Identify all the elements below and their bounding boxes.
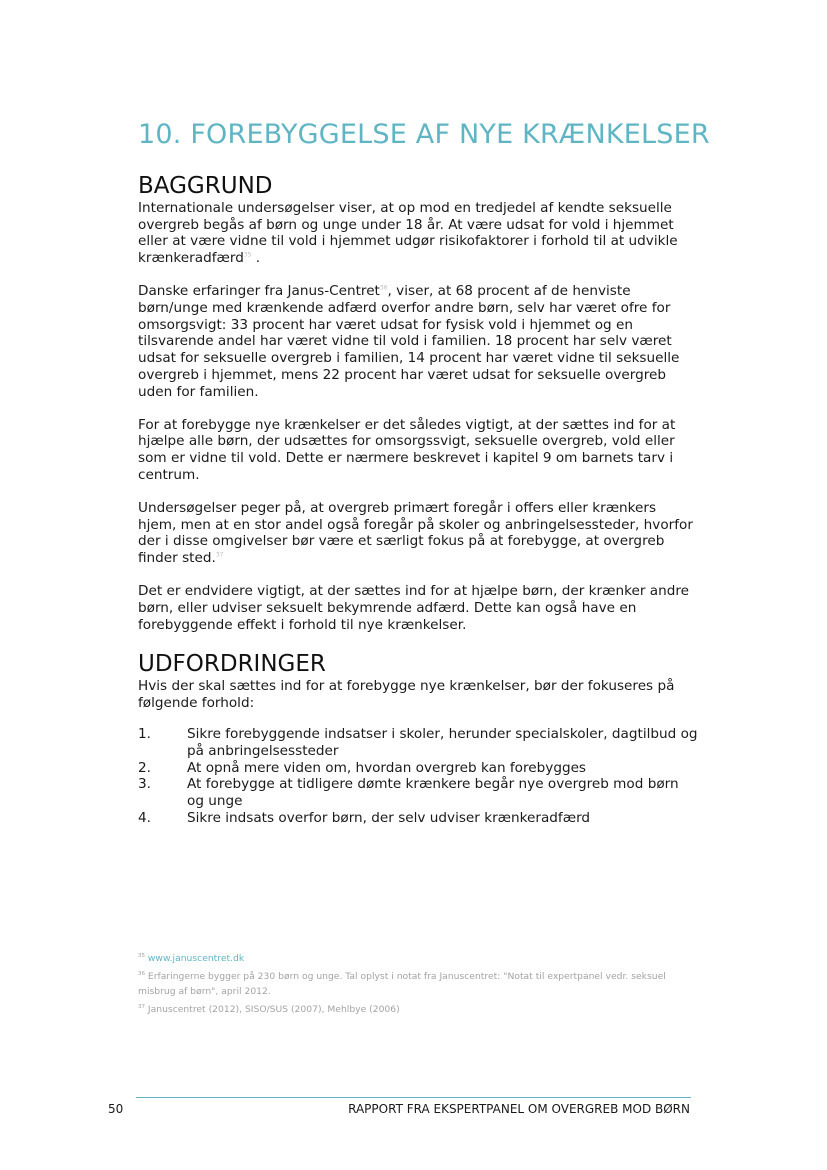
list-item-number: 4. xyxy=(138,809,151,826)
footnote-36 xyxy=(138,969,698,999)
footer-divider xyxy=(136,1097,691,1098)
paragraph-offenders-help: Det er endvidere vigtigt, at der sættes ind for at hjælpe børn, der krænker andre børn, eller udviser seksuelt bekymrende adfærd. Dette kan også have en forebyggende effekt i forhold til nye krænkelser. xyxy=(138,583,689,633)
page-number: 50 xyxy=(108,1102,124,1116)
footnote-ref-36[interactable]: 36 xyxy=(379,284,388,292)
list-item xyxy=(138,726,698,759)
list-item-text: At forebygge at tidligere dømte krænkere begår nye overgreb mod børn og unge xyxy=(187,776,679,810)
section-heading-baggrund: BAGGRUND xyxy=(138,173,273,199)
footnote-number: 36 xyxy=(138,970,145,977)
paragraph-text: Undersøgelser peger på, at overgreb primært foregår i offers eller krænkers hjem, men at en stor andel også foregår på skoler og anbringelsessteder, hvorfor der i disse omgivelser bør være et særligt fokus på at forebygge, at overgreb finder sted. xyxy=(138,500,693,567)
footnote-number: 35 xyxy=(138,952,145,959)
paragraph-danish-experience xyxy=(138,283,698,400)
section-heading-udfordringer: UDFORDRINGER xyxy=(138,650,326,677)
paragraph-text-start: Danske erfaringer fra Janus-Centret xyxy=(138,283,380,300)
footnotes xyxy=(138,951,698,1020)
running-footer-title: RAPPORT FRA EKSPERTPANEL OM OVERGREB MOD BØRN xyxy=(348,1102,690,1116)
chapter-title: 10. FOREBYGGELSE AF NYE KRÆNKELSER xyxy=(138,119,710,150)
main-content xyxy=(138,172,698,827)
footnote-text: Januscentret (2012), SISO/SUS (2007), Mehlbye (2006) xyxy=(145,1004,400,1015)
footnote-ref-37[interactable]: 37 xyxy=(215,551,224,559)
paragraph-text-rest: , viser, at 68 procent af de henviste børn/unge med krænkende adfærd overfor andre børn, selv har været ofre for omsorgsvigt: 33 procent har været udsat for fysisk vold i hjemmet og en tilsvarende andel har været vidne til vold i familien. 18 procent har selv været udsat for seksuelle overgreb i familien, 14 procent har været vidne til seksuelle overgreb i hjemmet, mens 22 procent har været udsat for seksuelle overgreb uden for familien. xyxy=(138,283,680,400)
challenges-list xyxy=(138,726,698,826)
footnote-37 xyxy=(138,1002,698,1017)
paragraph-prevention: For at forebygge nye krænkelser er det således vigtigt, at der sættes ind for at hjælpe alle børn, der udsættes for omsorgssvigt, seksuelle overgreb, vold eller som er vidne til vold. Dette er nærmere beskrevet i kapitel 9 om barnets tarv i centrum. xyxy=(138,416,676,483)
list-item xyxy=(138,810,698,827)
list-item-number: 1. xyxy=(138,726,151,743)
footnote-text: Erfaringerne bygger på 230 børn og unge. Tal oplyst i notat fra Januscentret: "Notat til expertpanel vedr. seksuel misbrug af børn", april 2012. xyxy=(138,971,666,997)
footnote-35 xyxy=(138,951,698,966)
footnote-number: 37 xyxy=(138,1003,145,1010)
paragraph-text-end: . xyxy=(251,250,261,267)
list-item-text: Sikre indsats overfor børn, der selv udviser krænkeradfærd xyxy=(187,809,591,826)
list-item-number: 2. xyxy=(138,759,151,776)
paragraph-locations xyxy=(138,500,698,567)
list-item-text: Sikre forebyggende indsatser i skoler, herunder specialskoler, dagtilbud og på anbringelsessteder xyxy=(187,726,698,760)
paragraph-udfordringer-intro: Hvis der skal sættes ind for at forebygge nye krænkelser, bør der fokuseres på følgende forhold: xyxy=(138,677,675,711)
list-item xyxy=(138,776,698,809)
list-item xyxy=(138,760,698,777)
list-item-text: At opnå mere viden om, hvordan overgreb kan forebygges xyxy=(187,759,587,776)
list-item-number: 3. xyxy=(138,776,151,793)
januscentret-link[interactable]: www.januscentret.dk xyxy=(147,953,245,964)
paragraph-text: Internationale undersøgelser viser, at op mod en tredjedel af kendte seksuelle overgreb begås af børn og unge under 18 år. At være udsat for vold i hjemmet eller at være vidne til vold i hjemmet udgør risikofaktorer i forhold til at udvikle krænkeradfærd xyxy=(138,200,678,267)
footnote-ref-35[interactable]: 35 xyxy=(243,251,252,259)
paragraph-international-studies xyxy=(138,200,698,267)
